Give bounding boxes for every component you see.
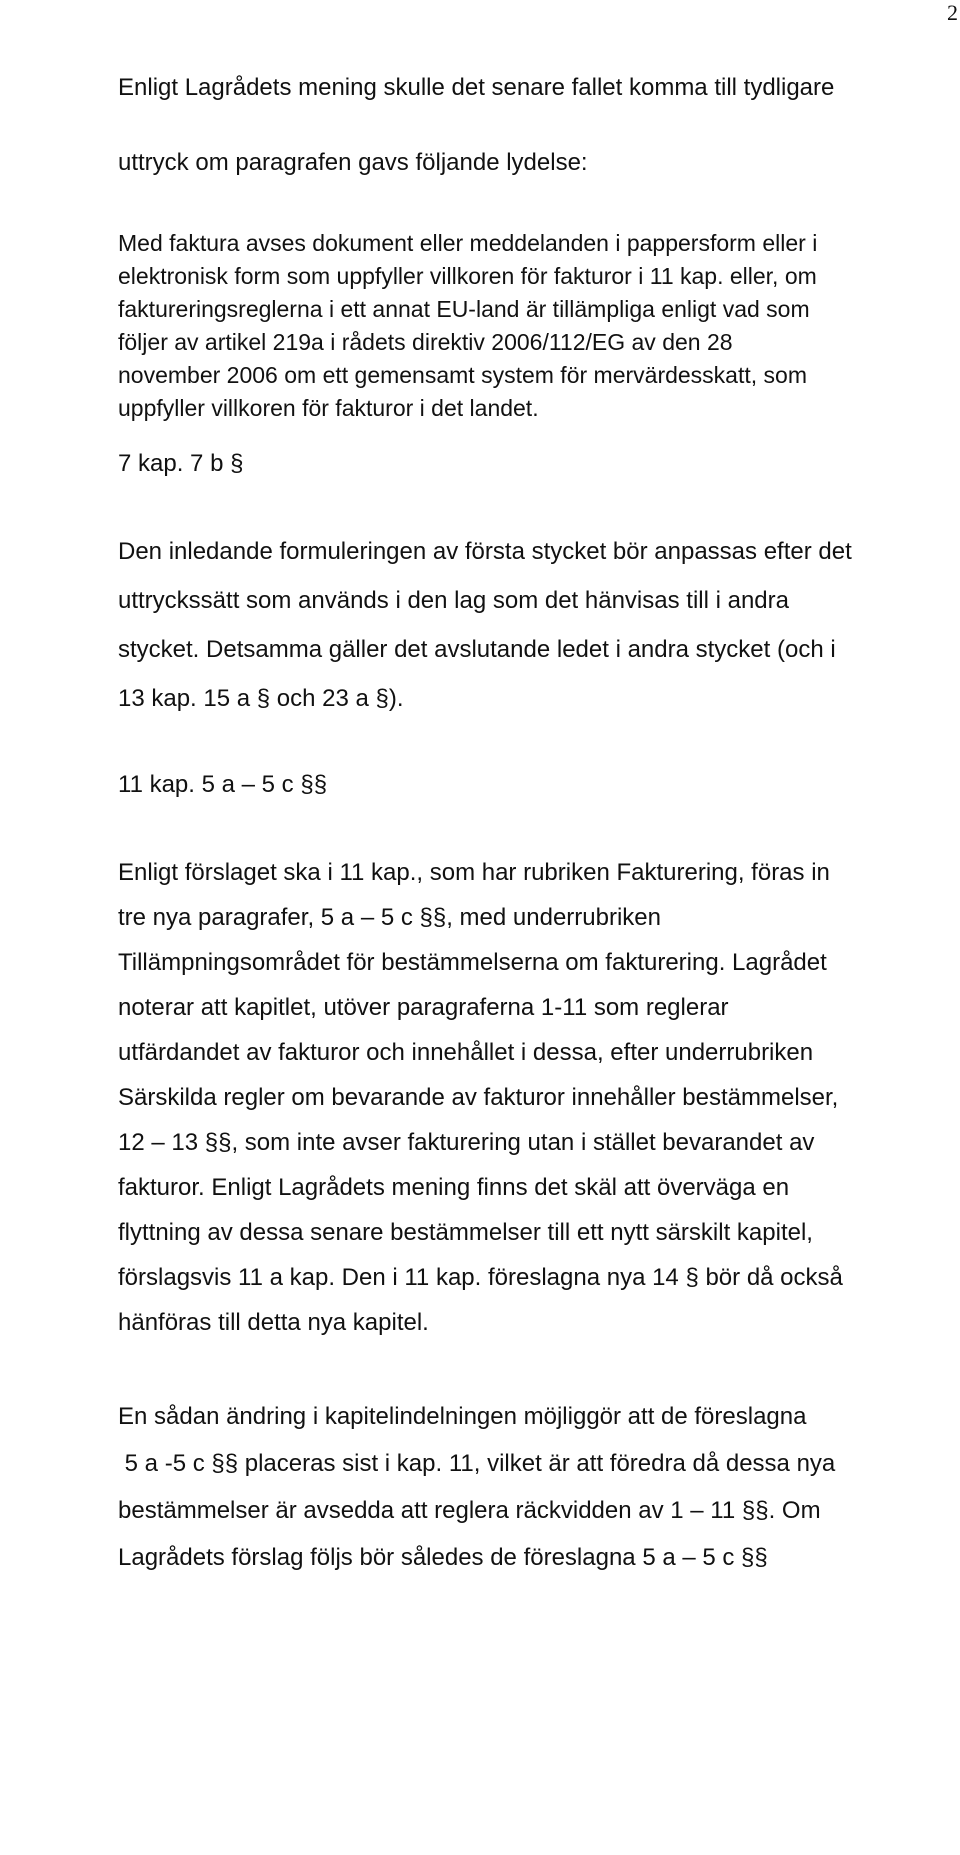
text-line: Enligt Lagrådets mening skulle det senare fallet komma till tydligare bbox=[118, 74, 835, 101]
text-line: Enligt förslaget ska i 11 kap., som har rubriken Fakturering, föras in bbox=[118, 859, 830, 886]
text-line: förslagsvis 11 a kap. Den i 11 kap. föreslagna nya 14 § bör då också bbox=[118, 1264, 843, 1291]
text-line: tre nya paragrafer, 5 a – 5 c §§, med underrubriken bbox=[118, 904, 661, 931]
text-line: noterar att kapitlet, utöver paragraferna 1-11 som reglerar bbox=[118, 994, 729, 1021]
text-line: stycket. Detsamma gäller det avslutande ledet i andra stycket (och i bbox=[118, 636, 836, 663]
text-line: flyttning av dessa senare bestämmelser till ett nytt särskilt kapitel, bbox=[118, 1219, 813, 1246]
text-line: 12 – 13 §§, som inte avser fakturering utan i stället bevarandet av bbox=[118, 1129, 815, 1156]
text-line: Den inledande formuleringen av första stycket bör anpassas efter det bbox=[118, 538, 852, 565]
page-number: 2 bbox=[947, 0, 958, 25]
text-line: bestämmelser är avsedda att reglera räckvidden av 1 – 11 §§. Om bbox=[118, 1497, 821, 1524]
text-line: Tillämpningsområdet för bestämmelserna om fakturering. Lagrådet bbox=[118, 949, 827, 976]
text-line: uppfyller villkoren för fakturor i det landet. bbox=[118, 395, 539, 421]
text-line: faktureringsreglerna i ett annat EU-land är tillämpliga enligt vad som bbox=[118, 296, 810, 322]
text-line: uttryck om paragrafen gavs följande lydelse: bbox=[118, 149, 588, 176]
text-line: Särskilda regler om bevarande av fakturor innehåller bestämmelser, bbox=[118, 1084, 839, 1111]
text-line: Lagrådets förslag följs bör således de föreslagna 5 a – 5 c §§ bbox=[118, 1544, 768, 1571]
text-line: utfärdandet av fakturor och innehållet i dessa, efter underrubriken bbox=[118, 1039, 814, 1066]
text-line: En sådan ändring i kapitelindelningen möjliggör att de föreslagna bbox=[118, 1403, 807, 1430]
section-heading: 7 kap. 7 b § bbox=[118, 450, 244, 477]
text-line: fakturor. Enligt Lagrådets mening finns det skäl att överväga en bbox=[118, 1174, 790, 1201]
text-line: 13 kap. 15 a § och 23 a §). bbox=[118, 685, 404, 712]
text-line: november 2006 om ett gemensamt system för mervärdesskatt, som bbox=[118, 362, 807, 388]
text-line: elektronisk form som uppfyller villkoren för fakturor i 11 kap. eller, om bbox=[118, 263, 817, 289]
text-line: uttryckssätt som används i den lag som det hänvisas till i andra bbox=[118, 587, 789, 614]
section-heading: 11 kap. 5 a – 5 c §§ bbox=[118, 771, 328, 798]
text-line: hänföras till detta nya kapitel. bbox=[118, 1309, 429, 1336]
text-line: 5 a -5 c §§ placeras sist i kap. 11, vilket är att föredra då dessa nya bbox=[118, 1450, 836, 1477]
text-line: följer av artikel 219a i rådets direktiv 2006/112/EG av den 28 bbox=[118, 329, 733, 355]
text-line: Med faktura avses dokument eller meddelanden i pappersform eller i bbox=[118, 230, 818, 256]
